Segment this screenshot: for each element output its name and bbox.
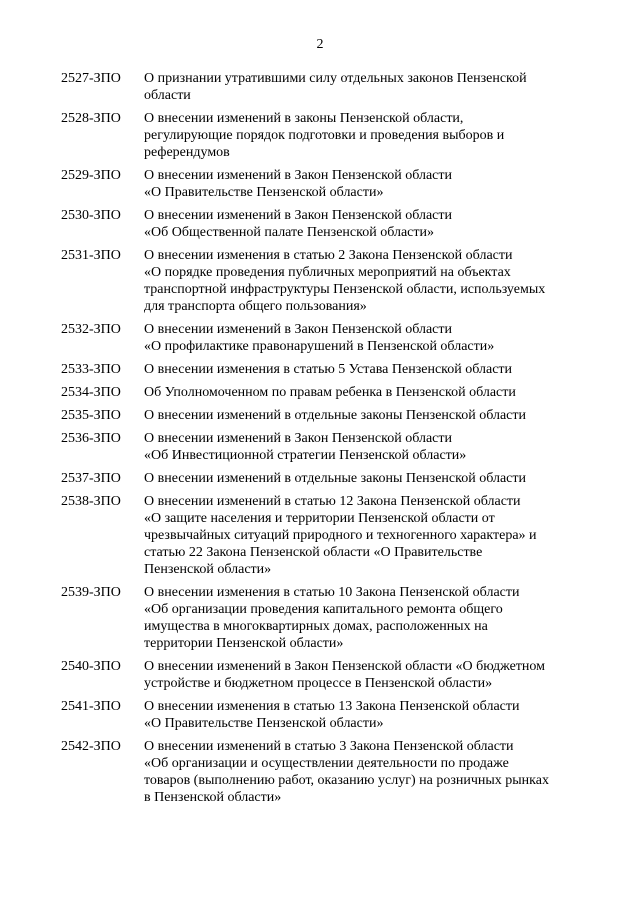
law-number: 2530-ЗПО (61, 208, 121, 223)
law-list-item (61, 407, 581, 424)
law-number: 2535-ЗПО (61, 408, 121, 423)
law-list-item (61, 384, 581, 401)
law-title: О внесении изменений в законы Пензенской области, регулирующие порядок подготовки и проведения выборов и референдумов (144, 111, 505, 160)
law-number: 2534-ЗПО (61, 385, 121, 400)
law-number: 2533-ЗПО (61, 362, 121, 377)
law-list-item (61, 207, 581, 241)
law-number: 2542-ЗПО (61, 739, 121, 754)
law-list-item (61, 110, 581, 161)
law-title: О признании утратившими силу отдельных законов Пензенской области (144, 71, 527, 103)
law-title: О внесении изменения в статью 13 Закона Пензенской области «О Правительстве Пензенской области» (144, 699, 520, 731)
law-list-item (61, 584, 581, 652)
law-number: 2539-ЗПО (61, 585, 121, 600)
law-title: О внесении изменений в Закон Пензенской области «Об Общественной палате Пензенской области» (144, 208, 452, 240)
law-number: 2541-ЗПО (61, 699, 121, 714)
law-list-item (61, 247, 581, 315)
law-list-item (61, 698, 581, 732)
law-title: О внесении изменения в статью 2 Закона Пензенской области «О порядке проведения публичных мероприятий на объектах транспортной инфраструктуры Пензенской области, используемых для транспорта общего пользования» (144, 248, 546, 314)
law-list-item (61, 361, 581, 378)
law-number: 2540-ЗПО (61, 659, 121, 674)
law-title: О внесении изменений в статью 3 Закона Пензенской области «Об организации и осуществлении деятельности по продаже товаров (выполнению работ, оказанию услуг) на розничных рынках в Пензенской области» (144, 739, 549, 805)
law-number: 2536-ЗПО (61, 431, 121, 446)
law-list-item (61, 658, 581, 692)
law-number: 2531-ЗПО (61, 248, 121, 263)
law-number: 2538-ЗПО (61, 494, 121, 509)
page-number: 2 (316, 37, 324, 52)
law-number: 2532-ЗПО (61, 322, 121, 337)
law-title: О внесении изменений в статью 12 Закона Пензенской области «О защите населения и территории Пензенской области от чрезвычайных ситуаций природного и техногенного характера» и статью 22 Закона Пензенской области «О Правительстве Пензенской области» (144, 494, 537, 577)
law-list-item (61, 470, 581, 487)
law-number: 2528-ЗПО (61, 111, 121, 126)
law-number: 2527-ЗПО (61, 71, 121, 86)
law-title: О внесении изменений в отдельные законы Пензенской области (144, 408, 526, 423)
law-list-item (61, 738, 581, 806)
law-title: О внесении изменений в отдельные законы Пензенской области (144, 471, 526, 486)
law-number: 2537-ЗПО (61, 471, 121, 486)
law-list-item (61, 167, 581, 201)
law-list (61, 70, 581, 812)
law-list-item (61, 321, 581, 355)
law-list-item (61, 493, 581, 578)
law-title: О внесении изменений в Закон Пензенской области «Об Инвестиционной стратегии Пензенской области» (144, 431, 467, 463)
law-title: О внесении изменений в Закон Пензенской области «О Правительстве Пензенской области» (144, 168, 452, 200)
law-title: О внесении изменения в статью 10 Закона Пензенской области «Об организации проведения капитального ремонта общего имущества в многоквартирных домах, расположенных на территории Пензенской области» (144, 585, 520, 651)
law-title: О внесении изменения в статью 5 Устава Пензенской области (144, 362, 513, 377)
law-title: О внесении изменений в Закон Пензенской области «О бюджетном устройстве и бюджетном процессе в Пензенской области» (144, 659, 546, 691)
law-list-item (61, 70, 581, 104)
law-title: Об Уполномоченном по правам ребенка в Пензенской области (144, 385, 516, 400)
law-title: О внесении изменений в Закон Пензенской области «О профилактике правонарушений в Пензенской области» (144, 322, 495, 354)
law-number: 2529-ЗПО (61, 168, 121, 183)
law-list-item (61, 430, 581, 464)
